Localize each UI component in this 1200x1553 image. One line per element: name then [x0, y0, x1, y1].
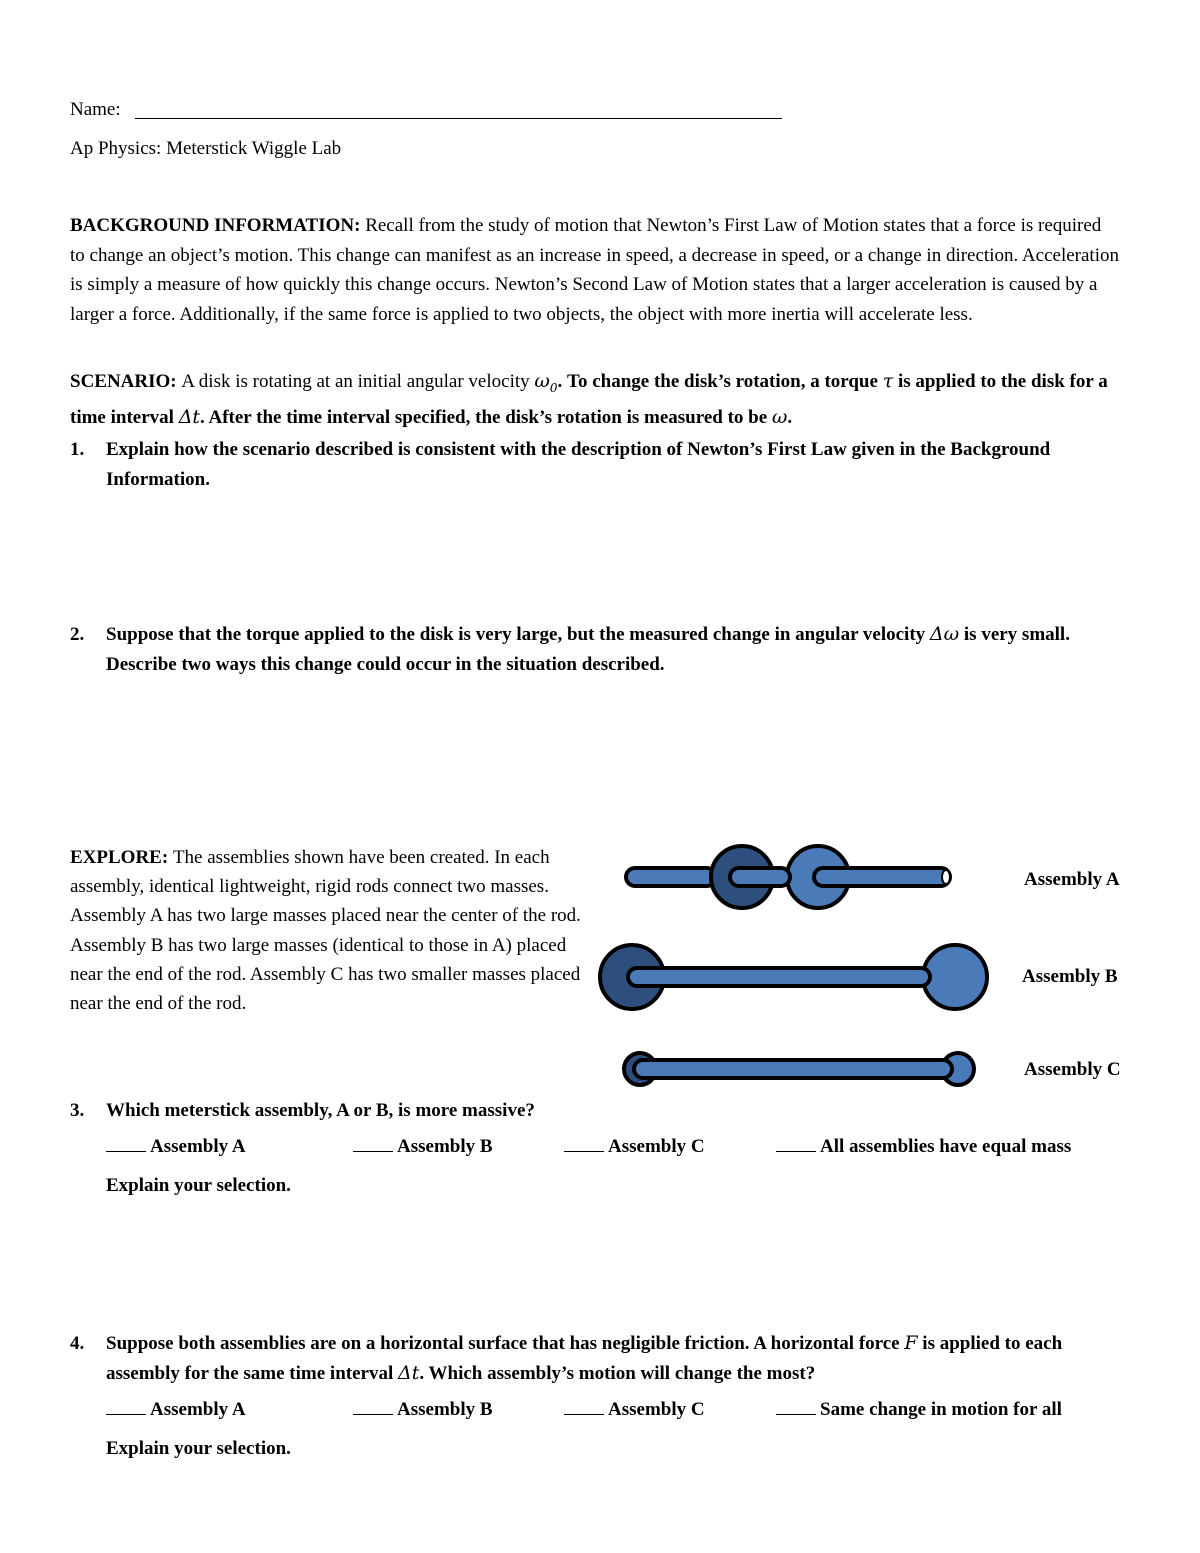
- question-2-text-2: is very small. Describe two ways this change could occur in the situation described.: [106, 624, 1070, 675]
- question-4-text-1: Suppose both assemblies are on a horizontal surface that has negligible friction. A horizontal force: [106, 1333, 900, 1354]
- assembly-b-figure: [600, 945, 987, 1009]
- q3-option-b[interactable]: [353, 1136, 493, 1158]
- assembly-b-label: Assembly B: [1022, 966, 1118, 987]
- q4-option-same-blank[interactable]: [776, 1400, 816, 1415]
- delta-omega-symbol: Δω: [929, 623, 960, 645]
- q4-option-c-label: Assembly C: [608, 1399, 705, 1420]
- delta-t-symbol: Δt: [178, 406, 201, 429]
- scenario-text-4: . After the time interval specified, the disk’s rotation is measured to be: [200, 407, 768, 429]
- question-4: [70, 1329, 1130, 1388]
- omega-symbol: ω: [771, 406, 788, 429]
- question-1-text: Explain how the scenario described is consistent with the description of Newton’s First Law given in the Background Information.: [106, 439, 1051, 490]
- q3-option-b-blank[interactable]: [353, 1137, 393, 1152]
- assembly-a-rod-middle: [730, 868, 790, 886]
- scenario-heading: SCENARIO:: [70, 371, 177, 392]
- q4-option-a[interactable]: [106, 1399, 246, 1421]
- explore-paragraph: [70, 843, 590, 1018]
- q3-option-c[interactable]: [564, 1136, 705, 1158]
- q4-option-same[interactable]: [776, 1399, 1062, 1421]
- tau-symbol: τ: [882, 370, 894, 392]
- background-text: Recall from the study of motion that Newton’s First Law of Motion states that a force is required to change an object’s motion. This change can manifest as an increase in speed, a decrease in speed, or a change in direction. Acceleration is simply a measure of how quickly this change occurs. Newton’s Second Law of Motion states that a larger acceleration is caused by a larger a force. Additionally, if the same force is applied to two objects, the object with more inertia will accelerate less.: [70, 215, 1119, 325]
- question-3-text: Which meterstick assembly, A or B, is more massive?: [106, 1100, 535, 1121]
- q4-option-a-label: Assembly A: [150, 1399, 246, 1420]
- name-label: Name:: [70, 99, 121, 120]
- q4-option-same-label: Same change in motion for all: [820, 1399, 1062, 1420]
- assembly-a-rod-end: [942, 870, 950, 884]
- assembly-c-rod: [634, 1060, 952, 1078]
- assembly-a-label: Assembly A: [1024, 869, 1120, 890]
- assembly-c-figure: [624, 1053, 974, 1085]
- force-symbol: F: [904, 1332, 918, 1354]
- question-3-number: 3.: [70, 1100, 85, 1121]
- scenario-paragraph: [70, 367, 1120, 433]
- explore-heading: EXPLORE:: [70, 847, 169, 868]
- question-3: [70, 1096, 1130, 1126]
- scenario-text-5: .: [787, 407, 793, 429]
- background-paragraph: [70, 211, 1120, 329]
- question-1: [70, 435, 1130, 494]
- question-4-number: 4.: [70, 1333, 85, 1354]
- q4-explain: Explain your selection.: [106, 1438, 291, 1459]
- q4-option-c-blank[interactable]: [564, 1400, 604, 1415]
- question-2-text-1: Suppose that the torque applied to the disk is very large, but the measured change in angular velocity: [106, 624, 926, 645]
- q3-option-equal-label: All assemblies have equal mass: [820, 1136, 1072, 1157]
- scenario-text-2: . To change the disk’s rotation, a torque: [557, 371, 878, 392]
- scenario-text-3: is applied to the disk for a time interval: [70, 371, 1108, 429]
- explore-text: The assemblies shown have been created. In each assembly, identical lightweight, rigid rods connect two masses. Assembly A has two large masses placed near the center of the rod. Assembly B has two large masses (identical to those in A) placed near the end of the rod. Assembly C has two smaller masses placed near the end of the rod.: [70, 847, 581, 1015]
- q3-option-a-label: Assembly A: [150, 1136, 246, 1157]
- question-2-number: 2.: [70, 624, 85, 645]
- lab-title: Ap Physics: Meterstick Wiggle Lab: [70, 138, 342, 159]
- assembly-b-rod: [628, 968, 930, 986]
- question-4-text-2: is applied to each assembly for the same time interval: [106, 1333, 1063, 1384]
- background-heading: BACKGROUND INFORMATION:: [70, 215, 361, 236]
- question-1-number: 1.: [70, 439, 85, 460]
- question-2: [70, 620, 1130, 679]
- q3-option-b-label: Assembly B: [397, 1136, 493, 1157]
- q3-option-a-blank[interactable]: [106, 1137, 146, 1152]
- q4-option-c[interactable]: [564, 1399, 705, 1421]
- assemblies-diagram: [590, 835, 990, 1095]
- assembly-b-mass-right: [923, 945, 987, 1009]
- assembly-a-figure: [626, 846, 950, 908]
- question-4-text-3: . Which assembly’s motion will change the most?: [419, 1362, 816, 1384]
- q4-delta-t-symbol: Δt: [397, 1361, 420, 1384]
- q3-option-equal[interactable]: [776, 1136, 1071, 1158]
- q3-option-equal-blank[interactable]: [776, 1137, 816, 1152]
- assembly-a-rod-left: [626, 868, 716, 886]
- q3-option-c-blank[interactable]: [564, 1137, 604, 1152]
- q3-explain: Explain your selection.: [106, 1175, 291, 1196]
- q4-option-a-blank[interactable]: [106, 1400, 146, 1415]
- q4-option-b-label: Assembly B: [397, 1399, 493, 1420]
- assembly-c-label: Assembly C: [1024, 1059, 1121, 1080]
- q3-option-c-label: Assembly C: [608, 1136, 705, 1157]
- assembly-a-rod-right: [814, 868, 950, 886]
- name-field[interactable]: [135, 118, 782, 119]
- omega-zero-symbol: $\omega_0$: [534, 370, 558, 395]
- q4-option-b[interactable]: [353, 1399, 493, 1421]
- scenario-text-1: A disk is rotating at an initial angular velocity: [181, 371, 530, 392]
- q4-option-b-blank[interactable]: [353, 1400, 393, 1415]
- q3-option-a[interactable]: [106, 1136, 246, 1158]
